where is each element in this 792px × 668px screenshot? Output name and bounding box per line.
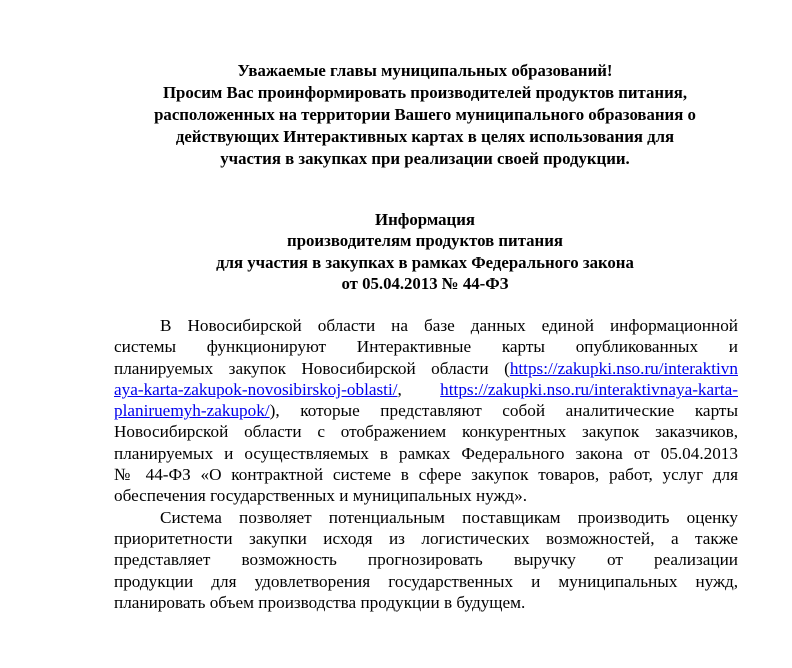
paragraph-line: системы функционируют Интерактивные карты опубликованных и (114, 337, 738, 357)
interactive-map-link[interactable]: https://zakupki.nso.ru/interaktivn (509, 358, 738, 378)
paragraph-text: планируемых закупок Новосибирской области ( (114, 358, 510, 378)
paragraph-line: № 44-ФЗ «О контрактной системе в сфере закупок товаров, работ, услуг для (114, 465, 738, 485)
paragraph-line: представляет возможность прогнозировать выручку от реализации (114, 550, 738, 570)
planned-purchases-link[interactable]: planiruemyh-zakupok/ (114, 401, 270, 421)
interactive-map-link[interactable]: aya-karta-zakupok-novosibirskoj-oblasti/ (114, 379, 398, 399)
paragraph-line: В Новосибирской области на базе данных единой информационной (160, 316, 738, 335)
info-subtitle-line: от 05.04.2013 № 44-ФЗ (341, 273, 509, 293)
paragraph-line (114, 379, 738, 400)
info-subtitle-line: производителям продуктов питания (287, 231, 563, 251)
link-separator: , (397, 379, 441, 399)
appeal-line: действующих Интерактивных картах в целях использования для (175, 127, 675, 146)
info-subtitle-line: для участия в закупках в рамках Федерального закона (216, 252, 634, 272)
appeal-line: Просим Вас проинформировать производителей продуктов питания, (162, 83, 688, 102)
info-title: Информация (375, 210, 475, 229)
appeal-line: расположенных на территории Вашего муниципального образования о (154, 105, 696, 124)
paragraph-line: планировать объем производства продукции в будущем. (114, 592, 526, 612)
paragraph-line: приоритетности закупки исходя из логистических возможностей, а также (114, 528, 738, 548)
appeal-line: Уважаемые главы муниципальных образований! (237, 61, 613, 80)
paragraph-line: обеспечения государственных и муниципальных нужд». (114, 486, 528, 506)
paragraph-line: Система позволяет потенциальным поставщикам производить оценку (160, 507, 738, 527)
paragraph-line: Новосибирской области с отображением конкурентных закупок заказчиков, (114, 422, 738, 442)
body-text (114, 315, 738, 613)
paragraph-line (114, 400, 738, 421)
paragraph-line (114, 358, 738, 379)
appeal-line: участия в закупках при реализации своей продукции. (220, 149, 630, 168)
planned-purchases-link[interactable]: https://zakupki.nso.ru/interaktivnaya-karta- (440, 379, 738, 399)
paragraph-line: планируемых и осуществляемых в рамках Федерального закона от 05.04.2013 (114, 443, 738, 463)
appeal-heading (100, 60, 750, 170)
paragraph-text: ), которые представляют собой аналитические карты (269, 401, 738, 421)
paragraph-line: продукции для удовлетворения государственных и муниципальных нужд, (114, 571, 738, 591)
info-heading (100, 209, 750, 294)
